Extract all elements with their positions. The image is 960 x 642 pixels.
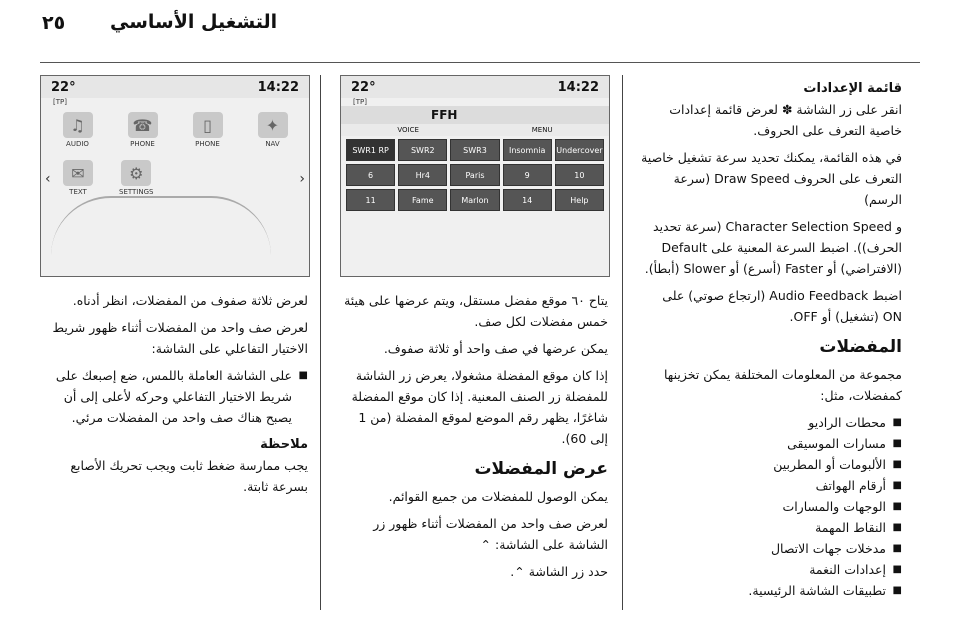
favorite-button[interactable]: Insomnia bbox=[503, 139, 552, 161]
page-number: ٢٥ bbox=[42, 12, 66, 34]
list-item: ■ على الشاشة العاملة باللمس، ضع إصبعك على شريط الاختيار التفاعلي وحركه لأعلى إلى أن يصبح هناك صف واحد من المفضلات مرئي. bbox=[40, 365, 308, 428]
settings-icon: ⚙ bbox=[121, 160, 151, 186]
voice-button[interactable]: VOICE bbox=[397, 126, 419, 134]
list-item: ■ تطبيقات الشاشة الرئيسية. bbox=[640, 580, 902, 601]
favorites-heading: المفضلات bbox=[819, 337, 902, 357]
tp-indicator: [TP] bbox=[353, 98, 367, 106]
paragraph: حدد زر الشاشة ⌃. bbox=[510, 564, 608, 579]
list-item: ■ مدخلات جهات الاتصال bbox=[640, 538, 902, 559]
paragraph: يمكن عرضها في صف واحد أو ثلاثة صفوف. bbox=[383, 341, 608, 356]
favorite-button[interactable]: Fame bbox=[398, 189, 447, 211]
hand-gesture-illustration bbox=[51, 196, 271, 268]
paragraph: يمكن الوصول للمفضلات من جميع القوائم. bbox=[388, 489, 608, 504]
favorite-button[interactable]: Paris bbox=[450, 164, 499, 186]
paragraph: مجموعة من المعلومات المختلفة يمكن تخزينها كمفضلات، مثل: bbox=[664, 367, 902, 403]
favorites-grid bbox=[341, 136, 609, 214]
text-icon: ✉ bbox=[63, 160, 93, 186]
favorite-button[interactable]: Hr4 bbox=[398, 164, 447, 186]
favorite-button[interactable]: 11 bbox=[346, 189, 395, 211]
favorite-button[interactable]: 10 bbox=[555, 164, 604, 186]
paragraph: في هذه القائمة، يمكنك تحديد سرعة تشغيل خاصية التعرف على الحروف Draw Speed (سرعة الرسم) bbox=[641, 150, 902, 207]
settings-menu-heading: قائمة الإعدادات bbox=[803, 81, 902, 96]
list-item: ■ الوجهات والمسارات bbox=[640, 496, 902, 517]
favorite-button[interactable]: Help bbox=[555, 189, 604, 211]
favorite-button[interactable]: 6 bbox=[346, 164, 395, 186]
app-tile-text[interactable] bbox=[63, 160, 93, 196]
status-bar bbox=[341, 76, 609, 98]
page-header bbox=[0, 0, 960, 50]
favorite-button[interactable]: Undercover bbox=[555, 139, 604, 161]
middle-column bbox=[340, 290, 608, 588]
note-heading: ملاحظة bbox=[260, 437, 308, 452]
status-bar bbox=[41, 76, 309, 98]
section-title: التشغيل الأساسي bbox=[110, 11, 278, 33]
left-column bbox=[40, 290, 308, 503]
paragraph: اضبط Audio Feedback (ارتجاع صوتي) على ON (تشغيل) أو OFF. bbox=[662, 288, 902, 324]
favorite-button[interactable]: SWR2 bbox=[398, 139, 447, 161]
clock: 14:22 bbox=[257, 79, 299, 95]
favorite-button[interactable]: SWR1 RP bbox=[346, 139, 395, 161]
app-tile-phone[interactable] bbox=[128, 112, 158, 148]
instruction-list bbox=[40, 365, 308, 428]
paragraph: إذا كان موقع المفضلة مشغولا، يعرض زر الشاشة للمفضلة زر الصنف المعنية. إذا كان موقع المفضلة شاغرًا، يظهر رقم الموضع لموقع المفضلة (من 1 إلى 60). bbox=[351, 368, 608, 446]
app-icons-row bbox=[41, 154, 309, 202]
phone-icon: ☎ bbox=[128, 112, 158, 138]
favorite-button[interactable]: Marlon bbox=[450, 189, 499, 211]
app-label: PHONE bbox=[130, 140, 155, 148]
header-rule bbox=[40, 62, 920, 63]
chevron-right-icon[interactable]: › bbox=[299, 171, 305, 187]
temperature: 22° bbox=[51, 79, 76, 95]
paragraph: و Character Selection Speed (سرعة تحديد الحرف)). اضبط السرعة المعنية على Default (الافتراضي) أو Faster (أسرع) أو Slower (أبطأ). bbox=[644, 219, 902, 276]
app-tile-phone-projection[interactable] bbox=[193, 112, 223, 148]
home-screen bbox=[40, 75, 310, 277]
favorite-button[interactable]: SWR3 bbox=[450, 139, 499, 161]
audio-icon: ♫ bbox=[63, 112, 93, 138]
app-tile-nav[interactable] bbox=[258, 112, 288, 148]
temperature: 22° bbox=[351, 79, 376, 95]
station-name: FFH bbox=[341, 106, 609, 124]
list-item: ■ النقاط المهمة bbox=[640, 517, 902, 538]
list-item: ■ إعدادات النغمة bbox=[640, 559, 902, 580]
list-item: ■ أرقام الهواتف bbox=[640, 475, 902, 496]
phone-projection-icon: ▯ bbox=[193, 112, 223, 138]
list-item: ■ محطات الراديو bbox=[640, 412, 902, 433]
paragraph: لعرض صف واحد من المفضلات أثناء ظهور شريط الاختيار التفاعلي على الشاشة: bbox=[52, 320, 308, 356]
app-label: NAV bbox=[265, 140, 280, 148]
list-item: ■ الألبومات أو المطربين bbox=[640, 454, 902, 475]
paragraph: لعرض ثلاثة صفوف من المفضلات، انظر أدناه. bbox=[72, 293, 308, 308]
app-icons-row bbox=[41, 106, 309, 154]
app-label: PHONE bbox=[195, 140, 220, 148]
tp-indicator: [TP] bbox=[53, 98, 67, 106]
paragraph: انقر على زر الشاشة ✽ لعرض قائمة إعدادات خاصية التعرف على الحروف. bbox=[669, 102, 902, 138]
show-favorites-heading: عرض المفضلات bbox=[474, 459, 608, 479]
favorites-list bbox=[640, 412, 902, 601]
right-column bbox=[640, 78, 902, 601]
list-item: ■ مسارات الموسيقى bbox=[640, 433, 902, 454]
clock: 14:22 bbox=[557, 79, 599, 95]
favorites-screen bbox=[340, 75, 610, 277]
app-tile-settings[interactable] bbox=[119, 160, 153, 196]
menu-button[interactable]: MENU bbox=[531, 126, 553, 134]
chevron-left-icon[interactable]: ‹ bbox=[45, 171, 51, 187]
voice-menu-row bbox=[341, 124, 609, 136]
column-divider bbox=[622, 75, 623, 610]
paragraph: لعرض صف واحد من المفضلات أثناء ظهور زر الشاشة على الشاشة: ⌃ bbox=[373, 516, 608, 552]
app-label: AUDIO bbox=[66, 140, 89, 148]
app-label: TEXT bbox=[69, 188, 87, 196]
nav-icon: ✦ bbox=[258, 112, 288, 138]
paragraph: يتاح ٦٠ موقع مفضل مستقل، ويتم عرضها على هيئة خمس مفضلات لكل صف. bbox=[344, 293, 608, 329]
favorite-button[interactable]: 14 bbox=[503, 189, 552, 211]
app-tile-audio[interactable] bbox=[63, 112, 93, 148]
note-text: يجب ممارسة ضغط ثابت ويجب تحريك الأصابع بسرعة ثابتة. bbox=[70, 458, 308, 494]
app-label: SETTINGS bbox=[119, 188, 154, 196]
column-divider bbox=[320, 75, 321, 610]
favorite-button[interactable]: 9 bbox=[503, 164, 552, 186]
